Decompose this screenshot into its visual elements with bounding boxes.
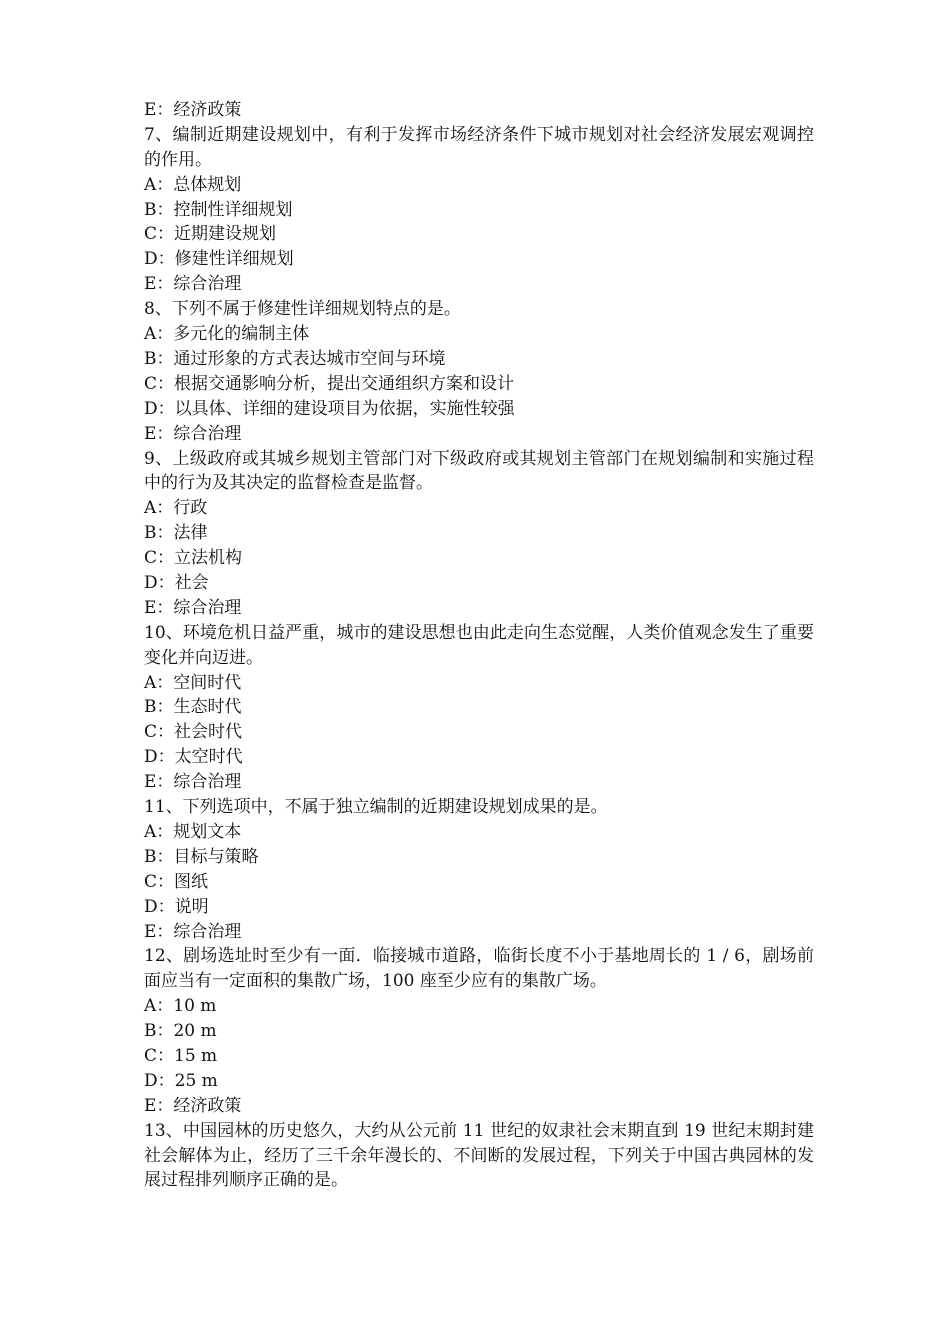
question-text: 8、下列不属于修建性详细规划特点的是。 [144,299,461,320]
question-text: 13、中国园林的历史悠久，大约从公元前 11 世纪的奴隶社会末期直到 19 世纪末期封建社会解体为止，经历了三千余年漫长的、不间断的发展过程，下列关于中国古典园林的发展过程排列顺序正确的是。 [144,1120,814,1191]
question-text: 7、编制近期建设规划中，有利于发挥市场经济条件下城市规划对社会经济发展宏观调控的作用。 [144,124,814,170]
answer-option: D：以具体、详细的建设项目为依据，实施性较强 [144,398,515,419]
answer-option: E：综合治理 [144,921,242,942]
answer-option: C：社会时代 [144,722,243,743]
answer-option: B：目标与策略 [144,846,259,867]
question-text: 10、环境危机日益严重，城市的建设思想也由此走向生态觉醒，人类价值观念发生了重要变化并向迈进。 [144,622,814,668]
answer-option: C：15 m [144,1046,218,1066]
answer-option: A：行政 [144,498,208,519]
question-text: 11、下列选项中，不属于独立编制的近期建设规划成果的是。 [144,797,608,818]
answer-option: B：控制性详细规划 [144,199,293,220]
answer-option: C：根据交通影响分析，提出交通组织方案和设计 [144,373,515,394]
answer-option: E：经济政策 [144,100,242,120]
answer-option: C：近期建设规划 [144,224,277,245]
answer-option: A：规划文本 [144,821,242,842]
answer-option: E：综合治理 [144,274,242,295]
question-text: 9、上级政府或其城乡规划主管部门对下级政府或其规划主管部门在规划编制和实施过程中的行为及其决定的监督检查是监督。 [144,448,814,494]
document-body [144,98,814,1193]
answer-option: C：立法机构 [144,548,243,569]
question-text: 12、剧场选址时至少有一面．临接城市道路，临街长度不小于基地周长的 1 / 6，剧场前面应当有一定面积的集散广场，100 座至少应有的集散广场。 [144,946,814,992]
answer-option: A：空间时代 [144,672,242,693]
answer-option: D：太空时代 [144,747,243,768]
answer-option: E：经济政策 [144,1095,242,1116]
answer-option: A：多元化的编制主体 [144,324,310,345]
answer-option: D：修建性详细规划 [144,249,294,270]
answer-option: E：综合治理 [144,423,242,444]
answer-option: B：通过形象的方式表达城市空间与环境 [144,348,446,369]
answer-option: D：说明 [144,896,209,917]
answer-option: C：图纸 [144,871,209,892]
answer-option: A：总体规划 [144,174,242,195]
answer-option: E：综合治理 [144,597,242,618]
answer-option: B：20 m [144,1021,217,1042]
answer-option: A：10 m [144,996,217,1017]
answer-option: B：生态时代 [144,697,242,718]
answer-option: B：法律 [144,523,208,544]
answer-option: E：综合治理 [144,772,242,793]
answer-option: D：25 m [144,1070,218,1091]
answer-option: D：社会 [144,573,209,593]
